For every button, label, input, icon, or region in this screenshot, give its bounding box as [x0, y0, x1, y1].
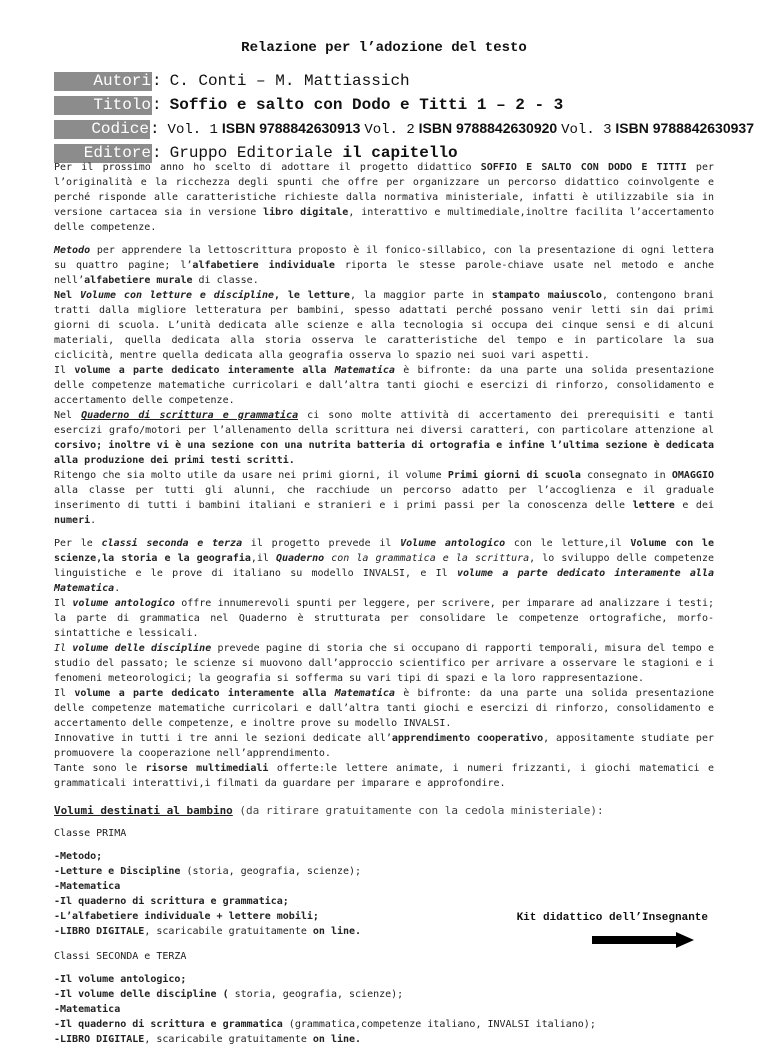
paragraph-letture: Nel Volume con letture e discipline, le letture, la maggior parte in stampato maiuscolo, contengono brani tratti dalla migliore letteratura per bambini, spesso adattati perché possano venir letti sin dai primi giorni di scuola. L’unità dedicata alle scienze e alla tecnologia si occupa dei cinque sensi e di alcuni materiali, quella dedicata alla storia osserva le caratteristiche del tempo e in particolare la sua ciclicità, mentre quella dedicata alla geografia osserva lo spazio nei suoi vari aspetti. — [54, 290, 715, 361]
list-item: -Il quaderno di scrittura e grammatica; — [54, 896, 289, 907]
list-item: -L’alfabetiere individuale + lettere mobili; — [54, 911, 319, 922]
paragraph-discipline: Il volume delle discipline prevede pagine di storia che si occupano di rapporti temporali, misura del tempo e studio del passato; le scienze si muovono dall’approccio scientifico per arrivare a osservare le stagioni e i fenomeni meteorologici; la geografia si sofferma su vari tipi di spazi e la loro rappresentazione. — [54, 643, 715, 684]
list-item: -Matematica — [54, 881, 121, 892]
list-item: -Letture e Discipline (storia, geografia, scienze); — [54, 866, 362, 877]
classi-seconda-terza-section — [54, 949, 714, 1047]
publisher-label: Editore — [54, 144, 152, 163]
classe-prima-label: Classe PRIMA — [54, 828, 127, 839]
paragraph-quaderno: Nel Quaderno di scrittura e grammatica ci sono molte attività di accertamento dei prerequisiti e tanti esercizi grafo/motori per l’allenamento della scrittura nei diversi caratteri, con particolare attenzione al corsivo; inoltre vi è una sezione con una nutrita batteria di ortografia e infine l’ultima sezione è dedicata alla produzione dei primi testi scritti. — [54, 410, 714, 466]
list-item: -LIBRO DIGITALE, scaricabile gratuitamente on line. — [54, 926, 362, 937]
document-title: Relazione per l’adozione del testo — [241, 40, 527, 56]
right-arrow-icon — [592, 932, 694, 948]
paragraph-metodo: Metodo per apprendere la lettoscrittura proposto è il fonico-sillabico, con la presentazione di ogni lettera su quattro pagine; l’alfabetiere individuale riporta le stesse parole-chiave usate nel metodo e anche nell’alfabetiere murale di classe. — [54, 245, 714, 286]
kit-insegnante-label: Kit didattico dell’Insegnante — [516, 912, 708, 924]
list-item: -LIBRO DIGITALE, scaricabile gratuitamente on line. — [54, 1034, 362, 1045]
paragraph-seconda-terza: Per le classi seconda e terza il progetto prevede il Volume antologico con le letture,il Volume con le scienze,la storia e la geografia,il Quaderno con la grammatica e la scrittura, lo sviluppo delle competenze linguistiche e le prove di italiano su modello INVALSI, e Il volume a parte dedicato interamente alla Matematica. — [54, 538, 714, 594]
authors-row: Autori : C. Conti – M. Mattiassich — [54, 70, 754, 92]
isbn-vol2: 9788842630920 — [455, 120, 558, 136]
publisher-row: Editore : Gruppo Editoriale il capitello — [54, 142, 754, 164]
code-row: Codice : Vol. 1 ISBN 9788842630913 Vol. 2 ISBN 9788842630920 Vol. 3 ISBN 9788842630937 — [54, 118, 754, 140]
title-value: Soffio e salto con Dodo e Titti 1 – 2 - 3 — [169, 96, 564, 114]
classi-seconda-terza-label: Classi SECONDA e TERZA — [54, 951, 187, 962]
paragraph-multimediali: Tante sono le risorse multimediali offerte:le lettere animate, i numeri frizzanti, i giochi matematici e grammaticali interattivi,i filmati da guardare per imparare e approfondire. — [54, 763, 714, 789]
volumi-heading: Volumi destinati al bambino (da ritirare gratuitamente con la cedola ministeriale): — [54, 804, 604, 817]
list-item: -Il quaderno di scrittura e grammatica (grammatica,competenze italiano, INVALSI italiano); — [54, 1019, 596, 1030]
paragraph-matematica-seconda: Il volume a parte dedicato interamente alla Matematica è bifronte: da una parte una solida presentazione delle competenze matematiche curricolari e dall’altra tanti giochi e esercizi di rinforzo, consolidamento e accertamento delle competenze, e inoltre prove su modello INVALSI. — [54, 688, 715, 729]
title-label: Titolo — [54, 96, 152, 115]
book-metadata — [54, 70, 754, 166]
code-label: Codice — [54, 120, 150, 139]
authors-value: C. Conti – M. Mattiassich — [169, 72, 410, 90]
paragraph-primi-giorni: Ritengo che sia molto utile da usare nei primi giorni, il volume Primi giorni di scuola consegnato in OMAGGIO alla classe per tutti gli alunni, che racchiude un percorso adatto per l’accoglienza e il graduale inserimento di tutti i bambini italiani e stranieri e i primi passi per la conoscenza delle lettere e dei numeri. — [54, 470, 714, 526]
isbn-vol1: 9788842630913 — [259, 120, 361, 136]
authors-label: Autori — [54, 72, 152, 91]
list-item: -Matematica — [54, 1004, 121, 1015]
code-value: Vol. 1 ISBN 9788842630913 Vol. 2 ISBN 9788842630920 Vol. 3 ISBN 9788842630937 — [167, 120, 754, 138]
paragraph-intro: Per il prossimo anno ho scelto di adottare il progetto didattico SOFFIO E SALTO CON DODO E TITTI per l’originalità e la ricchezza degli spunti che offre per organizzare un percorso didattico coinvolgente e perché risponde alle caratteristiche richieste dalla normativa ministeriale, infatti è utilizzabile sia in versione cartacea sia in versione libro digitale, interattivo e multimediale,inoltre facilita l’accertamento delle competenze. — [54, 162, 714, 233]
publisher-value: Gruppo Editoriale il capitello — [169, 144, 458, 162]
paragraph-antologico: Il volume antologico offre innumerevoli spunti per leggere, per scrivere, per imparare ad analizzare i testi; la parte di grammatica nel Quaderno è strutturata per consolidare le competenze ortografiche, morfo-sintattiche e lessicali. — [54, 598, 714, 639]
list-item: -Il volume delle discipline ( storia, geografia, scienze); — [54, 989, 404, 1000]
title-row: Titolo : Soffio e salto con Dodo e Titti 1 – 2 - 3 — [54, 94, 754, 116]
list-item: -Metodo; — [54, 851, 103, 862]
paragraph-matematica-prima: Il volume a parte dedicato interamente alla Matematica è bifronte: da una parte una solida presentazione delle competenze matematiche curricolari e dall’altra tanti giochi e esercizi di rinforzo, consolidamento e accertamento delle competenze. — [54, 365, 715, 406]
isbn-vol3: 9788842630937 — [652, 120, 754, 136]
paragraph-cooperativo: Innovative in tutti i tre anni le sezioni dedicate all’apprendimento cooperativo, appositamente studiate per promuovere la cooperazione nell’apprendimento. — [54, 733, 714, 759]
list-item: -Il volume antologico; — [54, 974, 187, 985]
